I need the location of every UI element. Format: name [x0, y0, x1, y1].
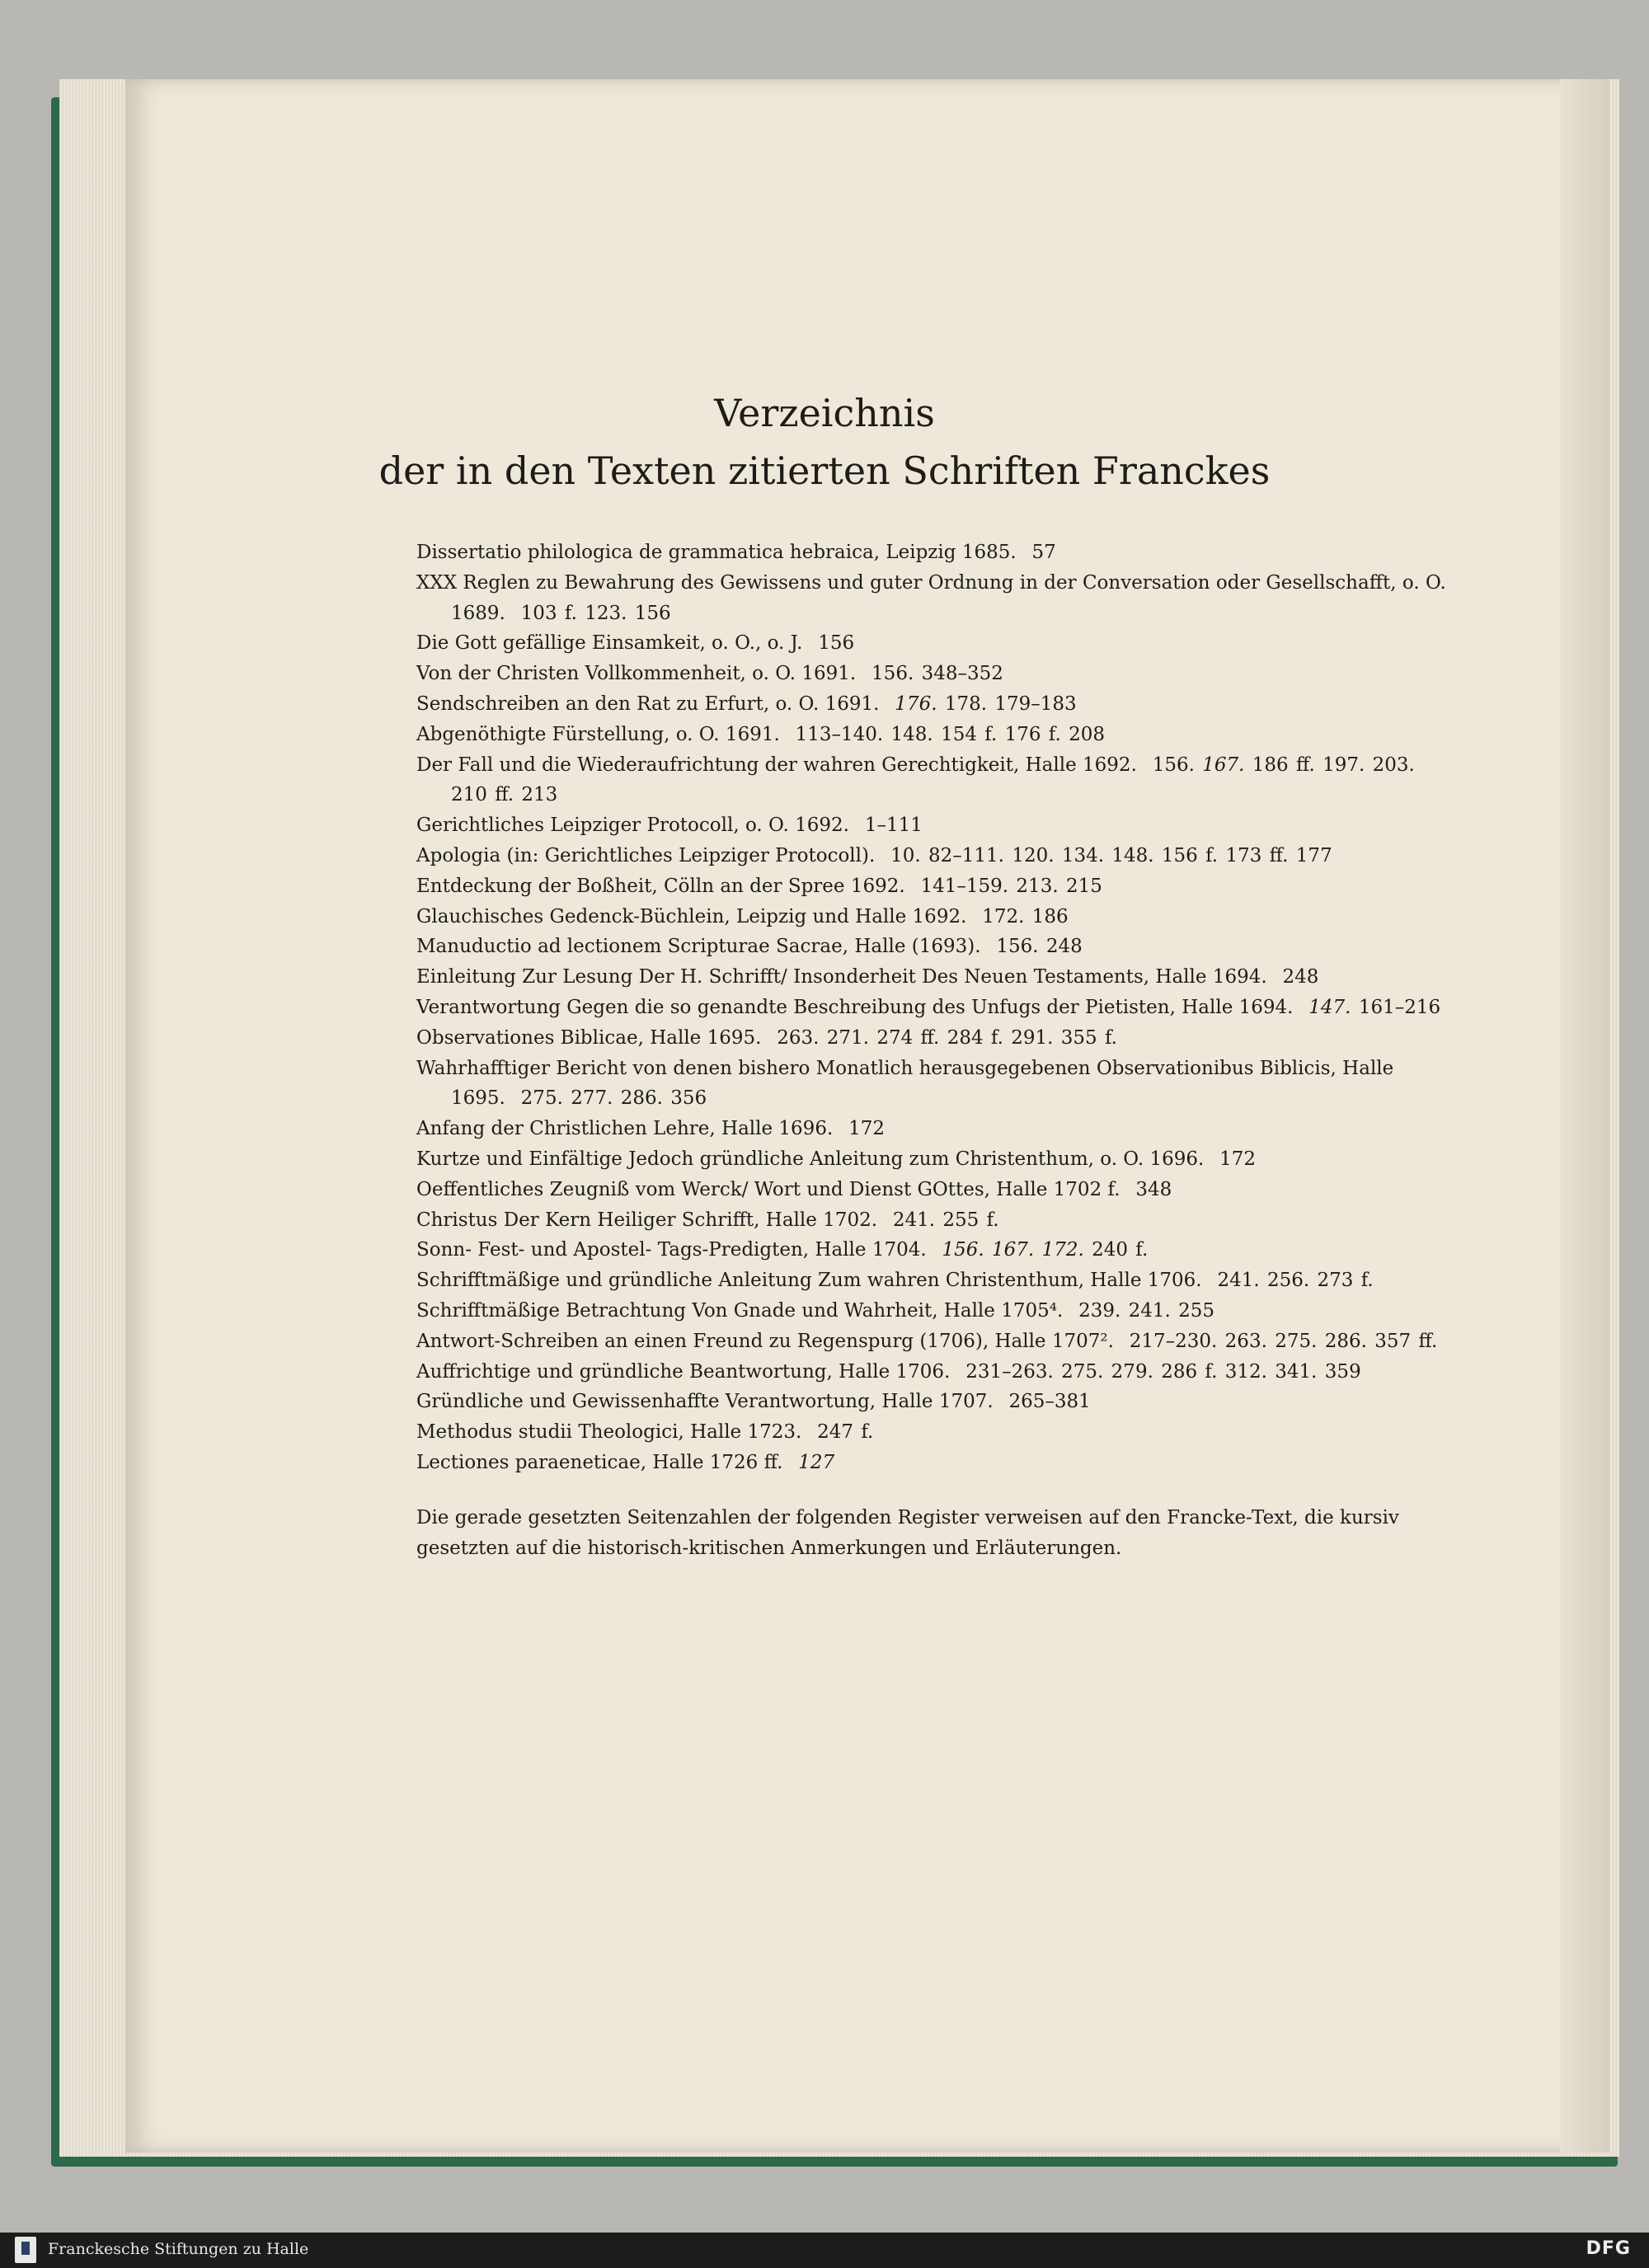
entry-title: Manuductio ad lectionem Scripturae Sacrae, Halle (1693). [416, 936, 981, 958]
entry-title: Gründliche und Gewissenhaffte Verantwortung, Halle 1707. [416, 1391, 994, 1413]
entry-title: Oeffentliches Zeugniß vom Werck/ Wort und Dienst GOttes, Halle 1702 f. [416, 1178, 1120, 1200]
entry-title: Methodus studii Theologici, Halle 1723. [416, 1421, 802, 1444]
entry-page-refs [965, 1361, 1361, 1383]
page-ref: 275. [1061, 1360, 1104, 1383]
entry-title: Sonn- Fest- und Apostel- Tags-Predigten, Halle 1704. [416, 1239, 927, 1261]
page-ref: 341. [1275, 1360, 1318, 1383]
page-ref: 148. [890, 723, 933, 745]
page-ref: 177 [1295, 844, 1332, 866]
page-ref: 247 f. [817, 1421, 874, 1444]
page-ref: 279. [1111, 1360, 1153, 1383]
page-ref: 286 f. [1161, 1360, 1218, 1383]
page-ref: 156. [871, 663, 914, 685]
page-ref: 263. [777, 1026, 820, 1049]
page-ref: 186 [1031, 905, 1069, 927]
bibliography-entry [416, 1448, 1447, 1478]
page-ref: 248 [1282, 966, 1319, 988]
page-ref: 265–381 [1008, 1391, 1091, 1413]
entry-page-refs [982, 906, 1068, 927]
entry-title: Antwort-Schreiben an einen Freund zu Regenspurg (1706), Halle 1707². [416, 1330, 1114, 1352]
bibliography-entry [416, 1417, 1447, 1448]
entry-page-refs [942, 1239, 1149, 1261]
bibliography-entry [416, 810, 1447, 841]
bibliography-entry [416, 1054, 1447, 1115]
page-ref: 215 [1065, 875, 1102, 897]
page-ref: 210 ff. [451, 784, 514, 806]
page-ref: 161–216 [1358, 996, 1441, 1018]
entry-page-refs [1217, 1270, 1373, 1291]
page-ref: 241. [1128, 1299, 1171, 1322]
page-ref: 172. [982, 905, 1025, 927]
entry-page-refs [1078, 1300, 1214, 1322]
bibliography-entry [416, 993, 1447, 1023]
register-note: Die gerade gesetzten Seitenzahlen der folgenden Register verweisen auf den Francke-Text, die kursiv gesetzten auf die historisch-kritischen Anmerkungen und Erläuterungen. [416, 1506, 1399, 1559]
bibliography-entry [416, 962, 1447, 993]
entry-title: Gerichtliches Leipziger Protocoll, o. O. 1692. [416, 815, 849, 837]
page-ref: 103 f. [520, 602, 577, 624]
bibliography-entry [416, 902, 1447, 932]
entry-page-refs [1031, 542, 1055, 563]
bibliography-entry [416, 720, 1447, 750]
page-ref: 120. [1012, 844, 1055, 866]
page-ref-italic: 172. [1041, 1239, 1084, 1261]
page-ref: 172 [1219, 1148, 1257, 1170]
page-ref: 255 [1178, 1299, 1215, 1322]
page-ref: 197. [1322, 754, 1365, 776]
entry-page-refs [1130, 1331, 1438, 1352]
bibliography-entry [416, 1144, 1447, 1175]
entry-title: Schrifftmäßige Betrachtung Von Gnade und Wahrheit, Halle 1705⁴. [416, 1299, 1064, 1322]
entry-title: Anfang der Christlichen Lehre, Halle 1696. [416, 1118, 834, 1140]
page-ref: 176 f. [1004, 723, 1061, 745]
entry-title: Wahrhafftiger Bericht von denen bishero Monatlich herausgegebenen Observationibus Biblicis, Halle 1695. [416, 1057, 1394, 1110]
page-ref: 173 ff. [1225, 844, 1289, 866]
page-ref: 1–111 [864, 815, 923, 837]
entry-page-refs [798, 1452, 834, 1473]
institution-logo-icon [15, 2237, 36, 2263]
entry-title: Lectiones paraeneticae, Halle 1726 ff. [416, 1451, 783, 1473]
page-ref: 239. [1078, 1299, 1121, 1322]
entry-title: Observationes Biblicae, Halle 1695. [416, 1026, 762, 1049]
entry-title: Dissertatio philologica de grammatica hebraica, Leipzig 1685. [416, 542, 1017, 563]
bibliography-entry [416, 750, 1447, 811]
entry-title: Der Fall und die Wiederaufrichtung der wahren Gerechtigkeit, Halle 1692. [416, 754, 1137, 776]
bibliography-entry [416, 1175, 1447, 1205]
page-ref: 203. [1372, 754, 1415, 776]
page-ref: 134. [1061, 844, 1105, 866]
page-ref-italic: 167. [1202, 754, 1245, 776]
bibliography-entry [416, 1357, 1447, 1388]
bibliography-entry [416, 841, 1447, 871]
page-ref: 275. [1275, 1330, 1318, 1352]
page-ref: 156 [634, 602, 671, 624]
entry-title: Glauchisches Gedenck-Büchlein, Leipzig und Halle 1692. [416, 905, 967, 927]
page-ref: 123. [585, 602, 627, 624]
page-ref: 156. [996, 936, 1039, 958]
bibliography-entry [416, 871, 1447, 902]
page-ref: 178. [944, 693, 988, 715]
page-ref: 113–140. [795, 723, 884, 745]
page-ref: 275. [520, 1087, 563, 1110]
bibliography-entry [416, 1114, 1447, 1144]
page-ref: 274 ff. [876, 1026, 940, 1049]
entry-title: Verantwortung Gegen die so genandte Beschreibung des Unfugs der Pietisten, Halle 1694. [416, 996, 1294, 1018]
entry-title: Auffrichtige und gründliche Beantwortung, Halle 1706. [416, 1360, 951, 1383]
entry-title: Von der Christen Vollkommenheit, o. O. 1691. [416, 663, 857, 685]
entry-page-refs [777, 1027, 1117, 1049]
page-ref: 241. [1217, 1270, 1260, 1292]
bibliography-entry [416, 1023, 1447, 1054]
bibliography-entry [416, 1296, 1447, 1327]
entry-title: Entdeckung der Boßheit, Cölln an der Spree 1692. [416, 875, 905, 897]
entry-title: Abgenöthigte Fürstellung, o. O. 1691. [416, 723, 780, 745]
page-ref: 263. [1224, 1330, 1267, 1352]
entry-title: Schrifftmäßige und gründliche Anleitung Zum wahren Christenthum, Halle 1706. [416, 1270, 1202, 1292]
entry-page-refs [521, 603, 671, 624]
bibliography-entry [416, 538, 1447, 568]
page-ref: 255 f. [942, 1209, 999, 1231]
entry-page-refs [920, 876, 1102, 897]
entry-title: Die Gott gefällige Einsamkeit, o. O., o. J. [416, 632, 803, 655]
page-subtitle: der in den Texten zitierten Schriften Franckes [378, 448, 1271, 493]
page-ref-italic: 156. [942, 1239, 984, 1261]
entry-page-refs [817, 1421, 873, 1443]
page-ref: 256. [1266, 1270, 1310, 1292]
bibliography-entry [416, 659, 1447, 689]
page-ref: 291. [1011, 1026, 1054, 1049]
page-ref: 277. [571, 1087, 613, 1110]
entry-title: Apologia (in: Gerichtliches Leipziger Protocoll). [416, 844, 876, 866]
page-ref: 186 ff. [1252, 754, 1315, 776]
entry-page-refs [1219, 1148, 1256, 1170]
entry-page-refs [895, 693, 1076, 715]
page-ref: 217–230. [1129, 1330, 1218, 1352]
page-ref: 348–352 [921, 663, 1003, 685]
bibliography-entry [416, 689, 1447, 720]
page-ref: 156. [1152, 754, 1195, 776]
page-ref: 241. [892, 1209, 936, 1231]
bibliography-entry [416, 1235, 1447, 1265]
bibliography-list [416, 538, 1447, 1563]
bibliography-entry [416, 628, 1447, 659]
page-ref: 156 f. [1161, 844, 1219, 866]
page-ref: 359 [1324, 1360, 1361, 1383]
entry-page-refs [1308, 997, 1440, 1018]
page-ref-italic: 127 [798, 1451, 835, 1473]
entry-page-refs [848, 1118, 885, 1139]
entry-page-refs [871, 663, 1003, 684]
dfg-logo: DFG [1586, 2238, 1631, 2259]
entry-title: Sendschreiben an den Rat zu Erfurt, o. O. 1691. [416, 693, 880, 715]
page-ref-italic: 147. [1308, 996, 1351, 1018]
page-ref: 82–111. [928, 844, 1004, 866]
entry-page-refs [890, 845, 1332, 866]
page-ref: 231–263. [965, 1360, 1054, 1383]
bibliography-entry [416, 568, 1447, 629]
page-ref: 156 [818, 632, 855, 655]
bibliography-entry [416, 1387, 1447, 1417]
page-ref-italic: 167. [992, 1239, 1035, 1261]
page-title: Verzeichnis [714, 391, 935, 435]
viewer-footer [0, 2233, 1649, 2268]
page-ref: 357 ff. [1374, 1330, 1438, 1352]
entry-title: XXX Reglen zu Bewahrung des Gewissens und guter Ordnung in der Conversation oder Gesellschafft, o. O. 1689. [416, 571, 1446, 624]
page-ref: 213 [521, 784, 558, 806]
entry-page-refs [818, 632, 854, 654]
page-ref: 286. [620, 1087, 663, 1110]
entry-title: Christus Der Kern Heiliger Schrifft, Halle 1702. [416, 1209, 878, 1231]
institution-name: Franckesche Stiftungen zu Halle [48, 2240, 309, 2258]
page-ref: 179–183 [994, 693, 1077, 715]
page-ref: 10. [890, 844, 921, 866]
page-ref: 57 [1031, 542, 1056, 563]
entry-page-refs [1008, 1391, 1090, 1412]
entry-page-refs [996, 936, 1082, 957]
page-ref: 355 f. [1060, 1026, 1117, 1049]
page-ref: 356 [670, 1087, 707, 1110]
bibliography-entry [416, 1205, 1447, 1236]
page-ref: 348 [1135, 1178, 1172, 1200]
entry-page-refs [796, 724, 1105, 745]
entry-page-refs [521, 1087, 707, 1109]
page-ref: 312. [1224, 1360, 1267, 1383]
entry-page-refs [1135, 1179, 1172, 1200]
page-ref: 148. [1111, 844, 1154, 866]
page-ref: 271. [826, 1026, 870, 1049]
bibliography-entry [416, 1265, 1447, 1296]
page-ref: 273 f. [1317, 1270, 1374, 1292]
entry-page-refs [1282, 966, 1318, 988]
page-ref: 208 [1069, 723, 1106, 745]
page-ref: 284 f. [947, 1026, 1003, 1049]
page-ref-italic: 176. [895, 693, 937, 715]
entry-page-refs [865, 815, 923, 836]
entry-title: Einleitung Zur Lesung Der H. Schrifft/ Insonderheit Des Neuen Testaments, Halle 1694. [416, 966, 1267, 988]
entry-page-refs [893, 1209, 999, 1231]
page-ref: 172 [848, 1118, 885, 1140]
page-ref: 141–159. [920, 875, 1009, 897]
page-ref: 248 [1045, 936, 1083, 958]
page-ref: 213. [1016, 875, 1059, 897]
page-ref: 240 f. [1092, 1239, 1149, 1261]
entry-title: Kurtze und Einfältige Jedoch gründliche Anleitung zum Christenthum, o. O. 1696. [416, 1148, 1205, 1170]
page-ref: 154 f. [941, 723, 998, 745]
page-ref: 286. [1324, 1330, 1367, 1352]
bibliography-entry [416, 1327, 1447, 1357]
bibliography-entry [416, 932, 1447, 962]
